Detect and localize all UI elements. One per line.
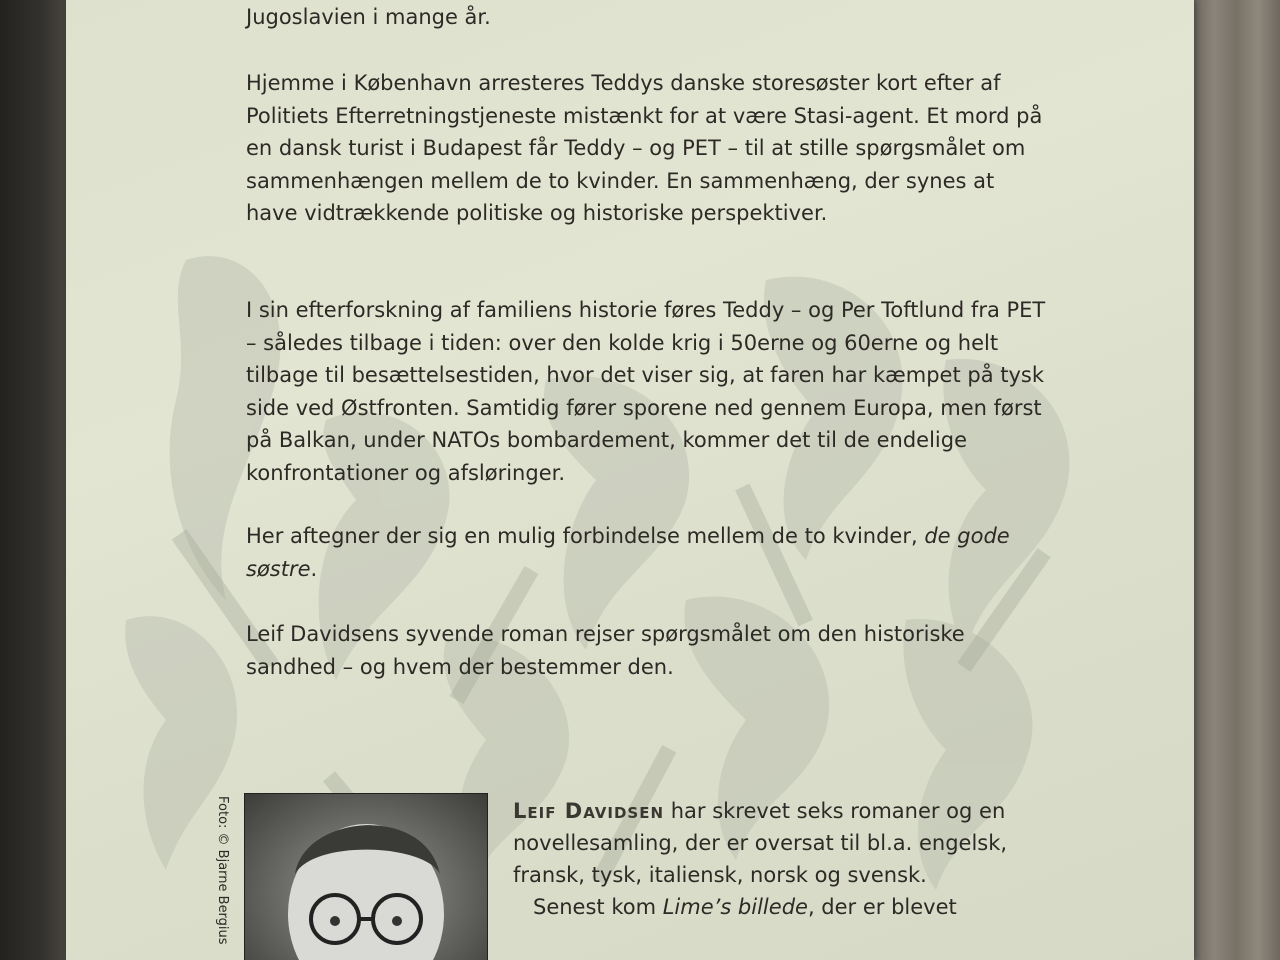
photo-credit: Foto: © Bjarne Bergius bbox=[215, 796, 230, 945]
paragraph-copenhagen: Hjemme i København arresteres Teddys danske storesøster kort efter af Politiets Efterretningstjeneste mistænkt for at være Stasi-agent. Et mord på en dansk turist i Budapest får Teddy – og PET – til at stille spørgsmålet om sammenhængen mellem de to kvinder. En sammenhæng, der synes at have vidtrækkende politiske og historiske perspektiver. bbox=[246, 71, 1043, 225]
author-bio-text: har skrevet seks romaner og en novellesamling, der er oversat til bl.a. engelsk, fransk, tysk, italiensk, norsk og svensk. bbox=[513, 799, 1008, 887]
author-portrait bbox=[244, 793, 488, 960]
author-bio-latest bbox=[513, 891, 1033, 923]
latest-book-title: Lime’s billede bbox=[662, 895, 808, 919]
paragraph-sisters bbox=[246, 520, 1046, 585]
paragraph-intro-end: Jugoslavien i mange år. bbox=[246, 5, 491, 29]
author-bio-latest-start: Senest kom bbox=[533, 895, 663, 919]
author-bio bbox=[513, 795, 1033, 923]
paragraph-sisters-end: . bbox=[310, 556, 318, 581]
paragraph-sisters-text: Her aftegner der sig en mulig forbindelse mellem de to kvinder, bbox=[246, 524, 925, 548]
paragraph-investigation: I sin efterforskning af familiens historie føres Teddy – og Per Toftlund fra PET – således tilbage i tiden: over den kolde krig i 50erne og 60erne og helt tilbage til besættelsestiden, hvor det viser sig, at faren har kæmpet på tysk side ved Østfronten. Samtidig fører sporene ned gennem Europa, men først på Balkan, under NATOs bombardement, kommer det til de endelige konfrontationer og afsløringer. bbox=[246, 298, 1046, 485]
paragraph-closing: Leif Davidsens syvende roman rejser spørgsmålet om den historiske sandhed – og hvem der bestemmer den. bbox=[246, 622, 965, 679]
book-back-cover bbox=[66, 0, 1194, 960]
wood-background-right bbox=[1192, 0, 1280, 960]
author-name: Leif Davidsen bbox=[513, 799, 665, 823]
book-title-italic: de gode søstre bbox=[246, 524, 1010, 581]
author-portrait-drawing bbox=[245, 794, 487, 960]
author-bio-latest-end: , der er blevet bbox=[807, 895, 957, 919]
wood-background-left bbox=[0, 0, 70, 960]
